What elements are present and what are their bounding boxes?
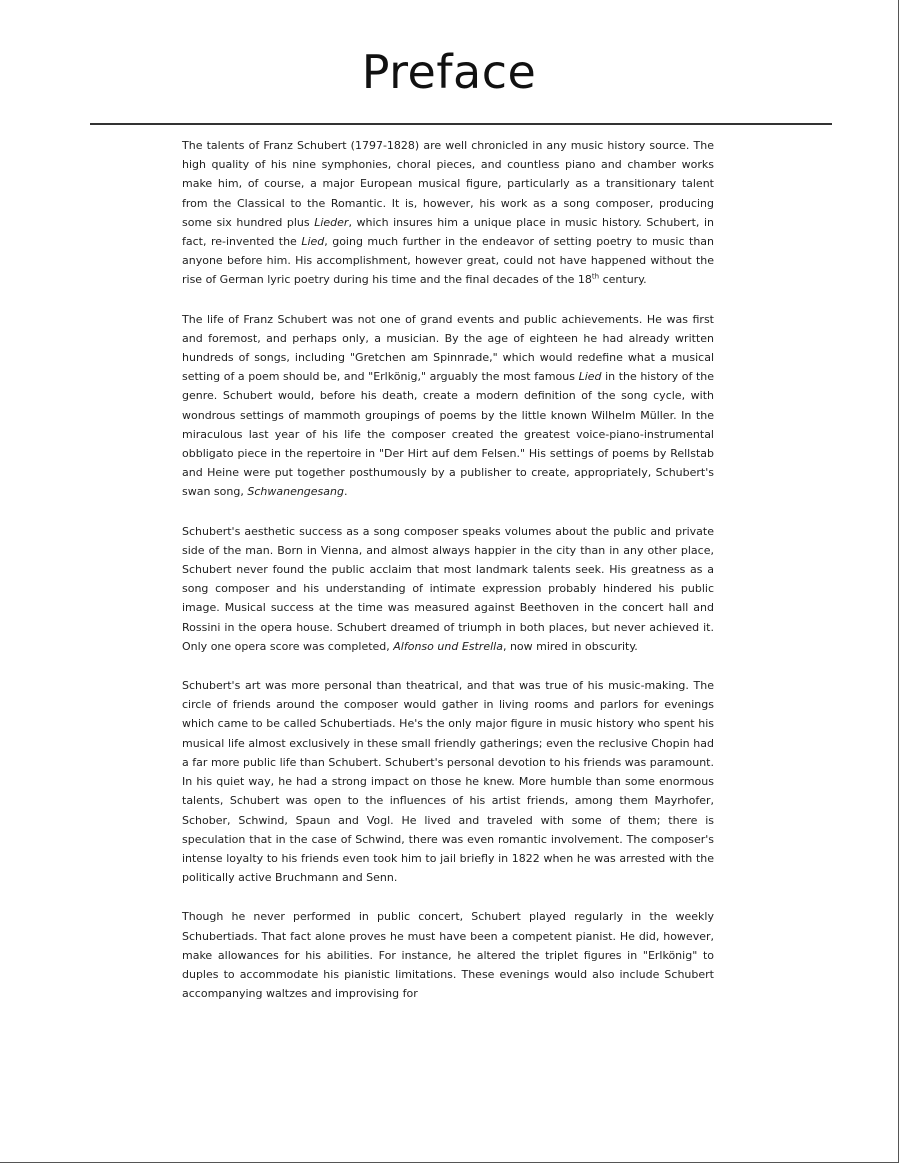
italic-term: Lieder <box>314 215 349 229</box>
italic-term: Lied <box>301 235 325 249</box>
italic-term: Lied <box>578 370 602 384</box>
superscript: th <box>591 272 600 281</box>
preface-body <box>182 136 714 1003</box>
paragraph-5: Though he never performed in public concert, Schubert played regularly in the weekly Schubertiads. That fact alone proves he must have been a competent pianist. He did, however, make allowances for his abilities. For instance, he altered the triplet figures in "Erlkönig" to duples to accommodate his pianistic limitations. These evenings would also include Schubert accompanying waltzes and improvising for <box>182 910 714 1001</box>
paragraph-3: Schubert's aesthetic success as a song composer speaks volumes about the public and private side of the man. Born in Vienna, and almost always happier in the city than in any other place, Schubert never found the public acclaim that most landmark talents seek. His greatness as a song composer and his understanding of intimate expression probably hindered his public image. Musical success at the time was measured against Beethoven in the concert hall and Rossini in the opera house. Schubert dreamed of triumph in both places, but never achieved it. Only one opera score was completed, Alfonso und Estrella, now mired in obscurity. <box>182 524 714 653</box>
title-divider <box>90 123 832 125</box>
page-title: Preface <box>361 45 537 99</box>
paragraph-4: Schubert's art was more personal than theatrical, and that was true of his music-making. The circle of friends around the composer would gather in living rooms and parlors for evenings which came to be called Schubertiads. He's the only major figure in music history who spent his musical life almost exclusively in these small friendly gatherings; even the reclusive Chopin had a far more public life than Schubert. Schubert's personal devotion to his friends was paramount. In his quiet way, he had a strong impact on those he knew. More humble than some enormous talents, Schubert was open to the influences of his artist friends, among them Mayrhofer, Schober, Schwind, Spaun and Vogl. He lived and traveled with some of them; there is speculation that in the case of Schwind, there was even romantic involvement. The composer's intense loyalty to his friends even took him to jail briefly in 1822 when he was arrested with the politically active Bruchmann and Senn. <box>182 679 714 885</box>
italic-term: Schwanengesang <box>247 485 344 499</box>
paragraph-1: The talents of Franz Schubert (1797-1828) are well chronicled in any music history source. The high quality of his nine symphonies, choral pieces, and countless piano and chamber works make him, of course, a major European musical figure, particularly as a transitionary talent from the Classical to the Romantic. It is, however, his work as a song composer, producing some six hundred plus Lieder, which insures him a unique place in music history. Schubert, in fact, re-invented the Lied, going much further in the endeavor of setting poetry to music than anyone before him. His accomplishment, however great, could not have happened without the rise of German lyric poetry during his time and the final decades of the 18th century. <box>182 139 714 287</box>
italic-term: Alfonso und Estrella <box>393 639 503 653</box>
paragraph-2: The life of Franz Schubert was not one of grand events and public achievements. He was first and foremost, and perhaps only, a musician. By the age of eighteen he had already written hundreds of songs, including "Gretchen am Spinnrade," which would redefine what a musical setting of a poem should be, and "Erlkönig," arguably the most famous Lied in the history of the genre. Schubert would, before his death, create a modern definition of the song cycle, with wondrous settings of mammoth groupings of poems by the little known Wilhelm Müller. In the miraculous last year of his life the composer created the greatest voice-piano-instrumental obbligato piece in the repertoire in "Der Hirt auf dem Felsen." His settings of poems by Rellstab and Heine were put together posthumously by a publisher to create, appropriately, Schubert's swan song, Schwanengesang. <box>182 312 714 499</box>
